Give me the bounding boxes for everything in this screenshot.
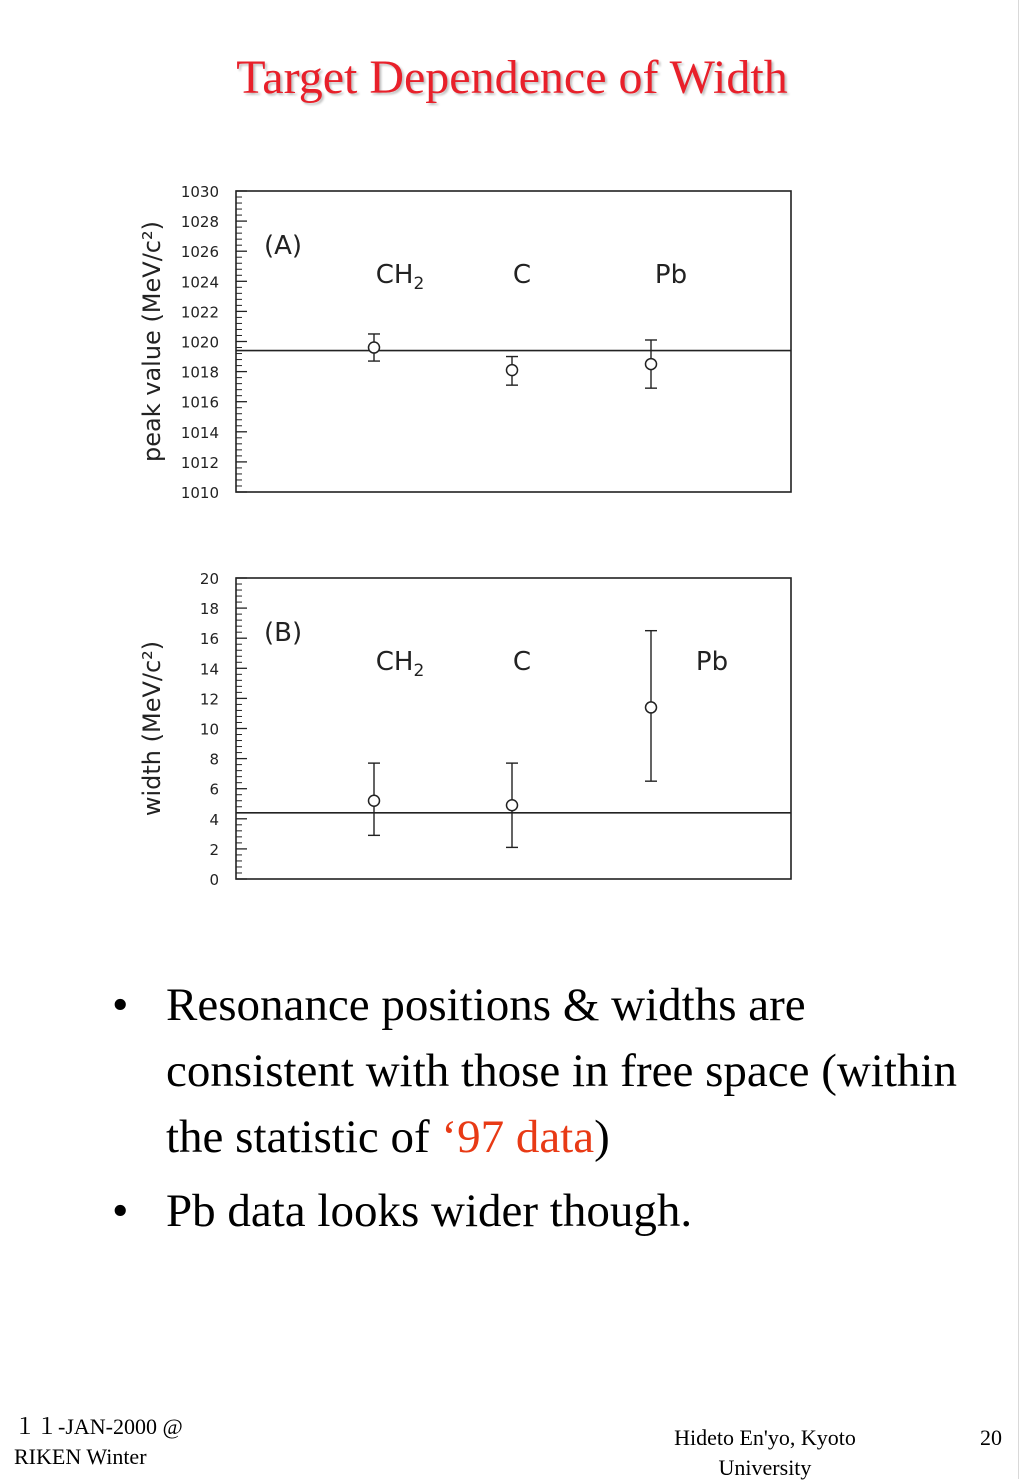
y-tick-label: 10	[199, 720, 219, 739]
footer-date-line2: RIKEN Winter	[14, 1444, 147, 1469]
data-point	[507, 800, 518, 811]
y-tick-label: 1012	[180, 453, 219, 472]
y-tick-label: 1024	[180, 273, 219, 292]
footer-author-line1: Hideto En'yo, Kyoto	[674, 1425, 856, 1450]
bullet-item	[112, 972, 972, 1170]
y-tick-label: 20	[199, 570, 219, 588]
y-tick-label: 12	[199, 690, 219, 709]
data-point	[369, 795, 380, 806]
y-tick-label: 16	[199, 630, 219, 649]
y-tick-label: 1018	[180, 363, 219, 382]
y-axis-label: peak value (MeV/c²)	[138, 221, 166, 462]
chart-panel	[138, 183, 791, 502]
footer-author-line2: University	[718, 1455, 812, 1480]
bullet-text-main: Pb data looks wider though.	[166, 1185, 693, 1237]
category-label: C	[512, 260, 532, 290]
bullet-text	[166, 1178, 692, 1244]
bullet-list	[112, 972, 972, 1252]
y-tick-label: 8	[209, 750, 219, 769]
category-label: C	[512, 647, 532, 677]
chart-panel	[138, 570, 791, 889]
category-label: $CH_2$	[375, 647, 425, 681]
slide-title: Target Dependence of Width	[236, 51, 788, 104]
category-label: Pb	[654, 260, 688, 290]
y-tick-label: 1022	[180, 303, 219, 322]
y-tick-label: 1014	[180, 423, 219, 442]
bullet-text	[166, 972, 972, 1170]
y-tick-label: 4	[209, 810, 219, 829]
bullet-item	[112, 1178, 972, 1244]
plot-frame	[236, 191, 791, 492]
category-label-subscript: 2	[413, 661, 425, 681]
page-number: 20	[980, 1425, 1002, 1450]
data-point	[646, 702, 657, 713]
y-tick-label: 14	[199, 660, 219, 679]
panel-label: (B)	[264, 618, 303, 648]
footer-author	[640, 1423, 890, 1483]
bullet-text-main: Resonance positions & widths are consistent with those in free space (within the statistic of	[166, 979, 957, 1163]
plot-frame	[236, 578, 791, 879]
y-tick-label: 1028	[180, 213, 219, 232]
data-point	[507, 365, 518, 376]
y-tick-label: 2	[209, 840, 219, 859]
y-tick-label: 0	[209, 871, 219, 889]
footer-date	[14, 1412, 244, 1472]
category-label: $CH_2$	[375, 260, 425, 294]
footer-date-line1: １１-JAN-2000 @	[14, 1414, 183, 1439]
y-tick-label: 1026	[180, 243, 219, 262]
data-point	[369, 342, 380, 353]
y-axis-label: width (MeV/c²)	[138, 640, 166, 817]
y-tick-label: 18	[199, 600, 219, 619]
category-label-subscript: 2	[413, 274, 425, 294]
bullet-dot-icon: •	[112, 979, 129, 1031]
y-tick-label: 1010	[180, 484, 219, 502]
panel-label: (A)	[264, 231, 303, 261]
y-tick-label: 6	[209, 780, 219, 799]
y-tick-label: 1030	[180, 183, 219, 201]
data-point	[646, 359, 657, 370]
y-tick-label: 1020	[180, 333, 219, 352]
category-label: Pb	[695, 647, 729, 677]
y-tick-label: 1016	[180, 393, 219, 412]
bullet-text-accent: ‘97 data	[441, 1111, 595, 1163]
bullet-text-tail: )	[594, 1111, 610, 1163]
bullet-dot-icon: •	[112, 1185, 129, 1237]
